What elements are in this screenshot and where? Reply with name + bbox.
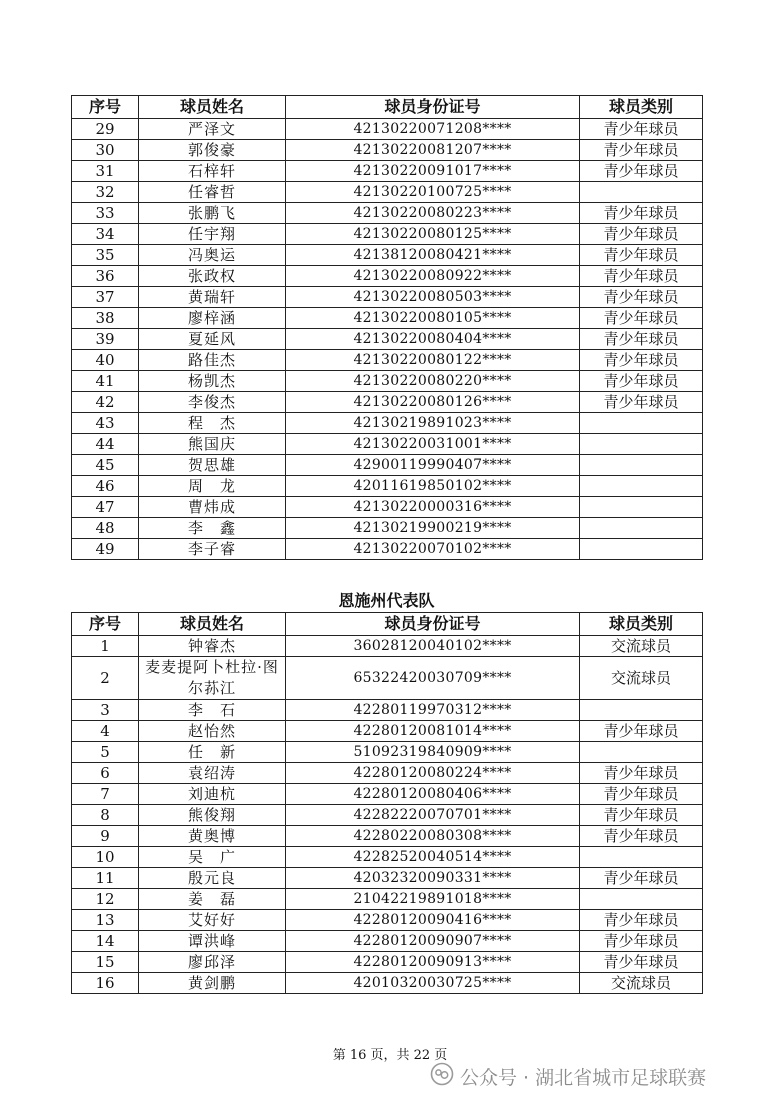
- table-row: [72, 476, 703, 497]
- cell-player-category: 交流球员: [580, 973, 703, 994]
- cell-number: 42: [72, 392, 139, 413]
- cell-player-category: 青少年球员: [580, 203, 703, 224]
- table-row: [72, 636, 703, 657]
- cell-number: 31: [72, 161, 139, 182]
- cell-player-category: [580, 889, 703, 910]
- cell-player-name: 程 杰: [139, 413, 286, 434]
- cell-id-number: 42138120080421****: [286, 245, 580, 266]
- cell-number: 34: [72, 224, 139, 245]
- cell-id-number: 42130220080126****: [286, 392, 580, 413]
- cell-player-name: 廖邱泽: [139, 952, 286, 973]
- cell-player-name: 廖梓涵: [139, 308, 286, 329]
- cell-id-number: 42130219900219****: [286, 518, 580, 539]
- cell-number: 5: [72, 742, 139, 763]
- cell-id-number: 42130220080122****: [286, 350, 580, 371]
- page-number: 第 16 页，共 22 页: [332, 1048, 448, 1063]
- cell-player-category: 青少年球员: [580, 721, 703, 742]
- table-row: [72, 413, 703, 434]
- table-row: [72, 329, 703, 350]
- cell-id-number: 42280120081014****: [286, 721, 580, 742]
- cell-player-category: 青少年球员: [580, 245, 703, 266]
- cell-number: 44: [72, 434, 139, 455]
- cell-number: 6: [72, 763, 139, 784]
- header-player-category: 球员类别: [580, 613, 703, 636]
- header-id-number: 球员身份证号: [286, 96, 580, 119]
- cell-player-category: 青少年球员: [580, 763, 703, 784]
- cell-number: 16: [72, 973, 139, 994]
- table-row: [72, 392, 703, 413]
- table-row: [72, 434, 703, 455]
- cell-number: 1: [72, 636, 139, 657]
- cell-id-number: 42280120080406****: [286, 784, 580, 805]
- cell-player-name: 夏延风: [139, 329, 286, 350]
- cell-id-number: 42130220081207****: [286, 140, 580, 161]
- table-row: [72, 952, 703, 973]
- cell-number: 39: [72, 329, 139, 350]
- table-row: [72, 910, 703, 931]
- team-title: 恩施州代表队: [338, 591, 435, 610]
- cell-player-name: 曹炜成: [139, 497, 286, 518]
- cell-id-number: 36028120040102****: [286, 636, 580, 657]
- cell-player-category: [580, 434, 703, 455]
- cell-player-category: 青少年球员: [580, 140, 703, 161]
- cell-player-name: 杨凯杰: [139, 371, 286, 392]
- cell-number: 40: [72, 350, 139, 371]
- table-row: [72, 721, 703, 742]
- cell-number: 37: [72, 287, 139, 308]
- cell-number: 36: [72, 266, 139, 287]
- cell-player-category: [580, 455, 703, 476]
- cell-player-name: 赵怡然: [139, 721, 286, 742]
- cell-id-number: 42130220080503****: [286, 287, 580, 308]
- cell-number: 48: [72, 518, 139, 539]
- cell-id-number: 51092319840909****: [286, 742, 580, 763]
- cell-player-category: 青少年球员: [580, 868, 703, 889]
- table-header-row: [72, 96, 703, 119]
- table-row: [72, 287, 703, 308]
- cell-id-number: 42282220070701****: [286, 805, 580, 826]
- table-row: [72, 308, 703, 329]
- cell-player-category: 青少年球员: [580, 308, 703, 329]
- cell-id-number: 42130220080223****: [286, 203, 580, 224]
- cell-number: 33: [72, 203, 139, 224]
- cell-player-category: 青少年球员: [580, 350, 703, 371]
- header-id-number: 球员身份证号: [286, 613, 580, 636]
- cell-number: 9: [72, 826, 139, 847]
- cell-player-name: 吴 广: [139, 847, 286, 868]
- cell-number: 7: [72, 784, 139, 805]
- roster-table-continued: [71, 95, 703, 560]
- cell-player-category: [580, 182, 703, 203]
- cell-id-number: 42280119970312****: [286, 700, 580, 721]
- table-row: [72, 868, 703, 889]
- cell-id-number: 42280220080308****: [286, 826, 580, 847]
- cell-number: 29: [72, 119, 139, 140]
- cell-player-category: 交流球员: [580, 657, 703, 700]
- table-row: [72, 826, 703, 847]
- cell-player-name: 李 鑫: [139, 518, 286, 539]
- cell-player-name: 李子睿: [139, 539, 286, 560]
- cell-id-number: 42130220080105****: [286, 308, 580, 329]
- cell-player-name: 钟睿杰: [139, 636, 286, 657]
- cell-number: 2: [72, 657, 139, 700]
- cell-player-name: 熊俊翔: [139, 805, 286, 826]
- header-number: 序号: [72, 613, 139, 636]
- table-row: [72, 140, 703, 161]
- header-player-name: 球员姓名: [139, 613, 286, 636]
- cell-id-number: 42280120080224****: [286, 763, 580, 784]
- cell-id-number: 21042219891018****: [286, 889, 580, 910]
- cell-player-name: 刘迪杭: [139, 784, 286, 805]
- watermark: [430, 1063, 706, 1089]
- cell-player-category: [580, 742, 703, 763]
- cell-number: 32: [72, 182, 139, 203]
- roster-table-enshi: [71, 612, 703, 994]
- table-row: [72, 889, 703, 910]
- cell-player-category: 青少年球员: [580, 329, 703, 350]
- cell-player-category: 青少年球员: [580, 287, 703, 308]
- cell-number: 15: [72, 952, 139, 973]
- header-player-name: 球员姓名: [139, 96, 286, 119]
- cell-player-name: 石梓轩: [139, 161, 286, 182]
- table-row: [72, 931, 703, 952]
- cell-player-name: 李 石: [139, 700, 286, 721]
- cell-player-category: 青少年球员: [580, 784, 703, 805]
- table-row: [72, 266, 703, 287]
- wechat-official-account-icon: [430, 1062, 454, 1091]
- table-row: [72, 455, 703, 476]
- cell-number: 13: [72, 910, 139, 931]
- table-row: [72, 161, 703, 182]
- cell-number: 35: [72, 245, 139, 266]
- cell-number: 4: [72, 721, 139, 742]
- cell-number: 46: [72, 476, 139, 497]
- cell-player-category: 青少年球员: [580, 910, 703, 931]
- table-header-row: [72, 613, 703, 636]
- cell-player-name: 黄奥博: [139, 826, 286, 847]
- cell-player-category: 青少年球员: [580, 826, 703, 847]
- table-row: [72, 700, 703, 721]
- cell-number: 49: [72, 539, 139, 560]
- cell-player-name: 麦麦提阿卜杜拉·图尔荪江: [139, 657, 286, 700]
- cell-player-category: 青少年球员: [580, 952, 703, 973]
- table-row: [72, 763, 703, 784]
- table-row: [72, 657, 703, 700]
- cell-id-number: 42130220071208****: [286, 119, 580, 140]
- table-row: [72, 497, 703, 518]
- cell-player-category: [580, 847, 703, 868]
- cell-player-name: 殷元良: [139, 868, 286, 889]
- cell-number: 38: [72, 308, 139, 329]
- cell-id-number: 42900119990407****: [286, 455, 580, 476]
- cell-number: 8: [72, 805, 139, 826]
- cell-player-name: 艾好好: [139, 910, 286, 931]
- cell-player-name: 熊国庆: [139, 434, 286, 455]
- cell-player-category: 青少年球员: [580, 161, 703, 182]
- cell-number: 3: [72, 700, 139, 721]
- cell-id-number: 42130220000316****: [286, 497, 580, 518]
- table-row: [72, 119, 703, 140]
- table-row: [72, 224, 703, 245]
- cell-player-name: 冯奥运: [139, 245, 286, 266]
- header-number: 序号: [72, 96, 139, 119]
- cell-number: 14: [72, 931, 139, 952]
- cell-id-number: 42130220080404****: [286, 329, 580, 350]
- cell-id-number: 42011619850102****: [286, 476, 580, 497]
- table-row: [72, 245, 703, 266]
- cell-player-category: 青少年球员: [580, 371, 703, 392]
- table-row: [72, 518, 703, 539]
- table-row: [72, 371, 703, 392]
- cell-number: 45: [72, 455, 139, 476]
- cell-player-category: 青少年球员: [580, 119, 703, 140]
- cell-id-number: 65322420030709****: [286, 657, 580, 700]
- table-row: [72, 805, 703, 826]
- cell-player-name: 姜 磊: [139, 889, 286, 910]
- cell-number: 30: [72, 140, 139, 161]
- cell-player-category: 青少年球员: [580, 224, 703, 245]
- watermark-text: 公众号 · 湖北省城市足球联赛: [460, 1066, 707, 1089]
- table-row: [72, 784, 703, 805]
- cell-player-category: 交流球员: [580, 636, 703, 657]
- cell-number: 12: [72, 889, 139, 910]
- header-player-category: 球员类别: [580, 96, 703, 119]
- cell-player-name: 任睿哲: [139, 182, 286, 203]
- cell-player-category: 青少年球员: [580, 266, 703, 287]
- cell-player-category: [580, 413, 703, 434]
- cell-id-number: 42130220091017****: [286, 161, 580, 182]
- cell-player-category: [580, 497, 703, 518]
- table-row: [72, 539, 703, 560]
- cell-player-name: 谭洪峰: [139, 931, 286, 952]
- cell-id-number: 42280120090913****: [286, 952, 580, 973]
- cell-player-name: 张鹏飞: [139, 203, 286, 224]
- cell-id-number: 42130220031001****: [286, 434, 580, 455]
- cell-id-number: 42130220080922****: [286, 266, 580, 287]
- cell-id-number: 42280120090416****: [286, 910, 580, 931]
- cell-id-number: 42032320090331****: [286, 868, 580, 889]
- table-row: [72, 742, 703, 763]
- cell-player-category: 青少年球员: [580, 931, 703, 952]
- cell-player-name: 严泽文: [139, 119, 286, 140]
- cell-id-number: 42010320030725****: [286, 973, 580, 994]
- table-row: [72, 350, 703, 371]
- cell-id-number: 42130220080220****: [286, 371, 580, 392]
- cell-player-name: 黄剑鹏: [139, 973, 286, 994]
- cell-id-number: 42130219891023****: [286, 413, 580, 434]
- cell-id-number: 42130220100725****: [286, 182, 580, 203]
- cell-player-name: 贺思雄: [139, 455, 286, 476]
- cell-player-category: [580, 518, 703, 539]
- cell-id-number: 42130220080125****: [286, 224, 580, 245]
- cell-player-category: [580, 476, 703, 497]
- table-row: [72, 203, 703, 224]
- table-row: [72, 973, 703, 994]
- cell-player-category: 青少年球员: [580, 805, 703, 826]
- cell-number: 43: [72, 413, 139, 434]
- cell-player-name: 袁绍涛: [139, 763, 286, 784]
- cell-number: 10: [72, 847, 139, 868]
- cell-id-number: 42282520040514****: [286, 847, 580, 868]
- cell-player-category: [580, 700, 703, 721]
- cell-player-name: 任宇翔: [139, 224, 286, 245]
- cell-number: 47: [72, 497, 139, 518]
- cell-id-number: 42280120090907****: [286, 931, 580, 952]
- cell-player-category: [580, 539, 703, 560]
- cell-player-name: 任 新: [139, 742, 286, 763]
- table-row: [72, 847, 703, 868]
- cell-number: 41: [72, 371, 139, 392]
- table-row: [72, 182, 703, 203]
- cell-id-number: 42130220070102****: [286, 539, 580, 560]
- cell-player-category: 青少年球员: [580, 392, 703, 413]
- cell-player-name: 路佳杰: [139, 350, 286, 371]
- cell-player-name: 郭俊豪: [139, 140, 286, 161]
- cell-player-name: 张政权: [139, 266, 286, 287]
- cell-player-name: 周 龙: [139, 476, 286, 497]
- cell-number: 11: [72, 868, 139, 889]
- cell-player-name: 李俊杰: [139, 392, 286, 413]
- cell-player-name: 黄瑞轩: [139, 287, 286, 308]
